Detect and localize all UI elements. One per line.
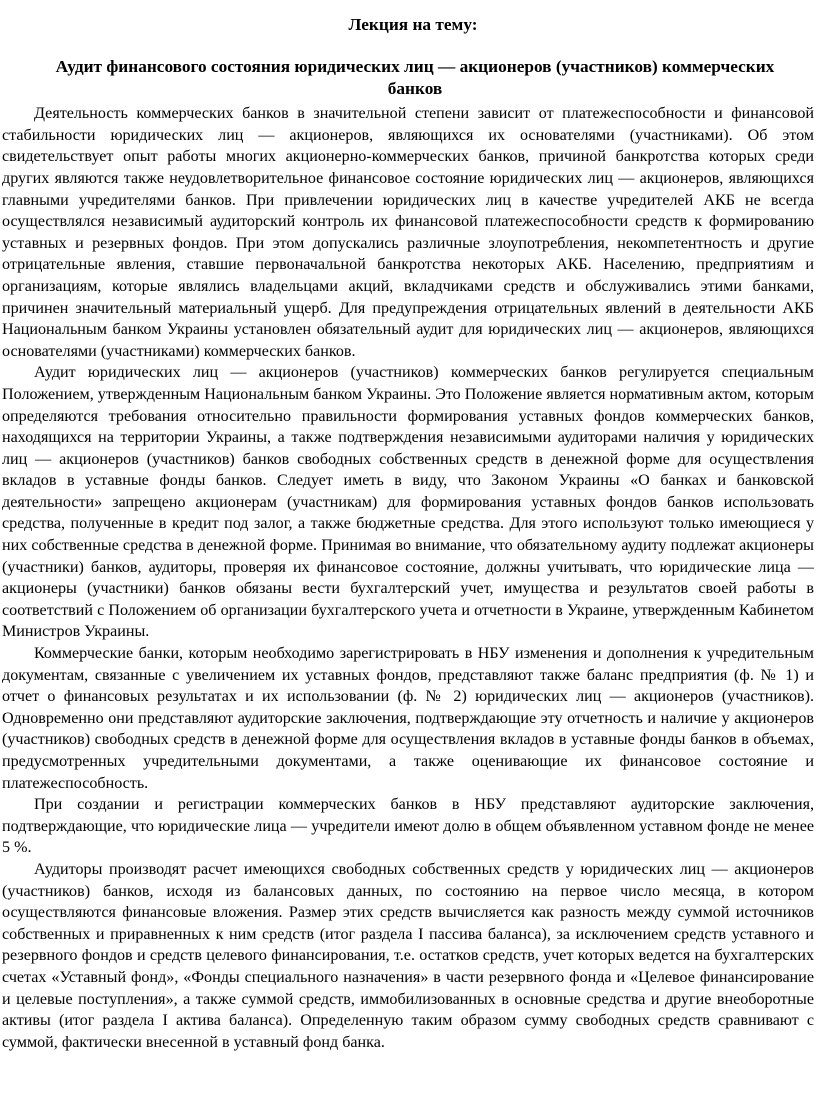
paragraph-calculation: Аудиторы производят расчет имеющихся свободных собственных средств у юридических лиц — акционеров (участников) банков, исходя из балансовых данных, по состоянию на первое число месяца, в котором осуществляются финансовые вложения. Размер этих средств вычисляется как разность между суммой источников собственных и приравненных к ним средств (итог раздела I пассива баланса), за исключением средств уставного и резервного фондов и средств целевого финансирования, т.е. остатков средств, учет которых ведется на бухгалтерских счетах «Уставный фонд», «Фонды специального назначения» в части резервного фонда и «Целевое финансирование и целевые поступления», а также суммой средств, иммобилизованных в основные средства и другие внеоборотные активы (итог раздела I актива баланса). Определенную таким образом сумму свободных средств сравнивают с суммой, фактически внесенной в уставный фонд банка. (2, 860, 814, 1051)
paragraph-regulation: Аудит юридических лиц — акционеров (участников) коммерческих банков регулируется специальным Положением, утвержденным Национальным банком Украины. Это Положение является нормативным актом, которым определяются требования относительно правильности формирования уставных фондов коммерческих банков, находящихся на территории Украины, а также подтверждения независимыми аудиторами наличия у юридических лиц — акционеров (участников) банков свободных собственных средств в денежной форме для осуществления вкладов в уставные фонды банков. Следует иметь в виду, что Законом Украины «О банках и банковской деятельности» запрещено акционерам (участникам) для формирования уставных фондов банков использовать средства, полученные в кредит под залог, а также бюджетные средства. Для этого используют только имеющиеся у них собственные средства в денежной форме. Принимая во внимание, что обязательному аудиту подлежат акционеры (участники) банков, аудиторы, проверяя их финансовое состояние, должны учитывать, что юридические лица —акционеры (участники) банков обязаны вести бухгалтерский учет, имущества и результатов своей работы в соответствий с Положением об организации бухгалтерского учета и отчетности в Украине, утвержденным Кабинетом Министров Украины. (2, 364, 814, 641)
paragraph-registration: Коммерческие банки, которым необходимо зарегистрировать в НБУ изменения и дополнения к учредительным документам, связанные с увеличением их уставных фондов, представляют также баланс предприятия (ф. № 1) и отчет о финансовых результатах и их использовании (ф. № 2) юридических лиц — акционеров (участников). Одновременно они представляют аудиторские заключения, подтверждающие эту отчетность и наличие у акционеров (участников) свободных средств в денежной форме для осуществления вкладов в уставные фонды банков в объемах, предусмотренных учредительными документами, а также оценивающие их финансовое состояние и платежеспособность. (2, 645, 814, 792)
lecture-topic-title: Аудит финансового состояния юридических лиц — акционеров (участников) коммерческих банков (55, 57, 775, 98)
paragraph-founders-share: При создании и регистрации коммерческих банков в НБУ представляют аудиторские заключения, подтверждающие, что юридические лица — учредители имеют долю в общем объявленном уставном фонде не менее 5 %. (2, 796, 814, 857)
lecture-heading: Лекция на тему: (348, 15, 478, 34)
paragraph-intro: Деятельность коммерческих банков в значительной степени зависит от платежеспособности и финансовой стабильности юридических лиц — акционеров, являющихся их основателями (участниками). Об этом свидетельствует опыт работы многих акционерно-коммерческих банков, причиной банкротства которых среди других являются также неудовлетворительное финансовое состояние юридических лиц — акционеров, являющихся главными учредителями банков. При привлечении юридических лиц в качестве учредителей АКБ не всегда осуществлялся независимый аудиторский контроль их финансовой платежеспособности средств к формированию уставных и резервных фондов. При этом допускались различные злоупотребления, некомпетентность и другие отрицательные явления, ставшие первоначальной банкротства некоторых АКБ. Населению, предприятиям и организациям, которые являлись владельцами акций, вкладчиками средств и обслуживались этими банками, причинен значительный материальный ущерб. Для предупреждения отрицательных явлений в деятельности АКБ Национальным банком Украины установлен обязательный аудит для юридических лиц — акционеров, являющихся основателями (участниками) коммерческих банков. (2, 105, 814, 360)
